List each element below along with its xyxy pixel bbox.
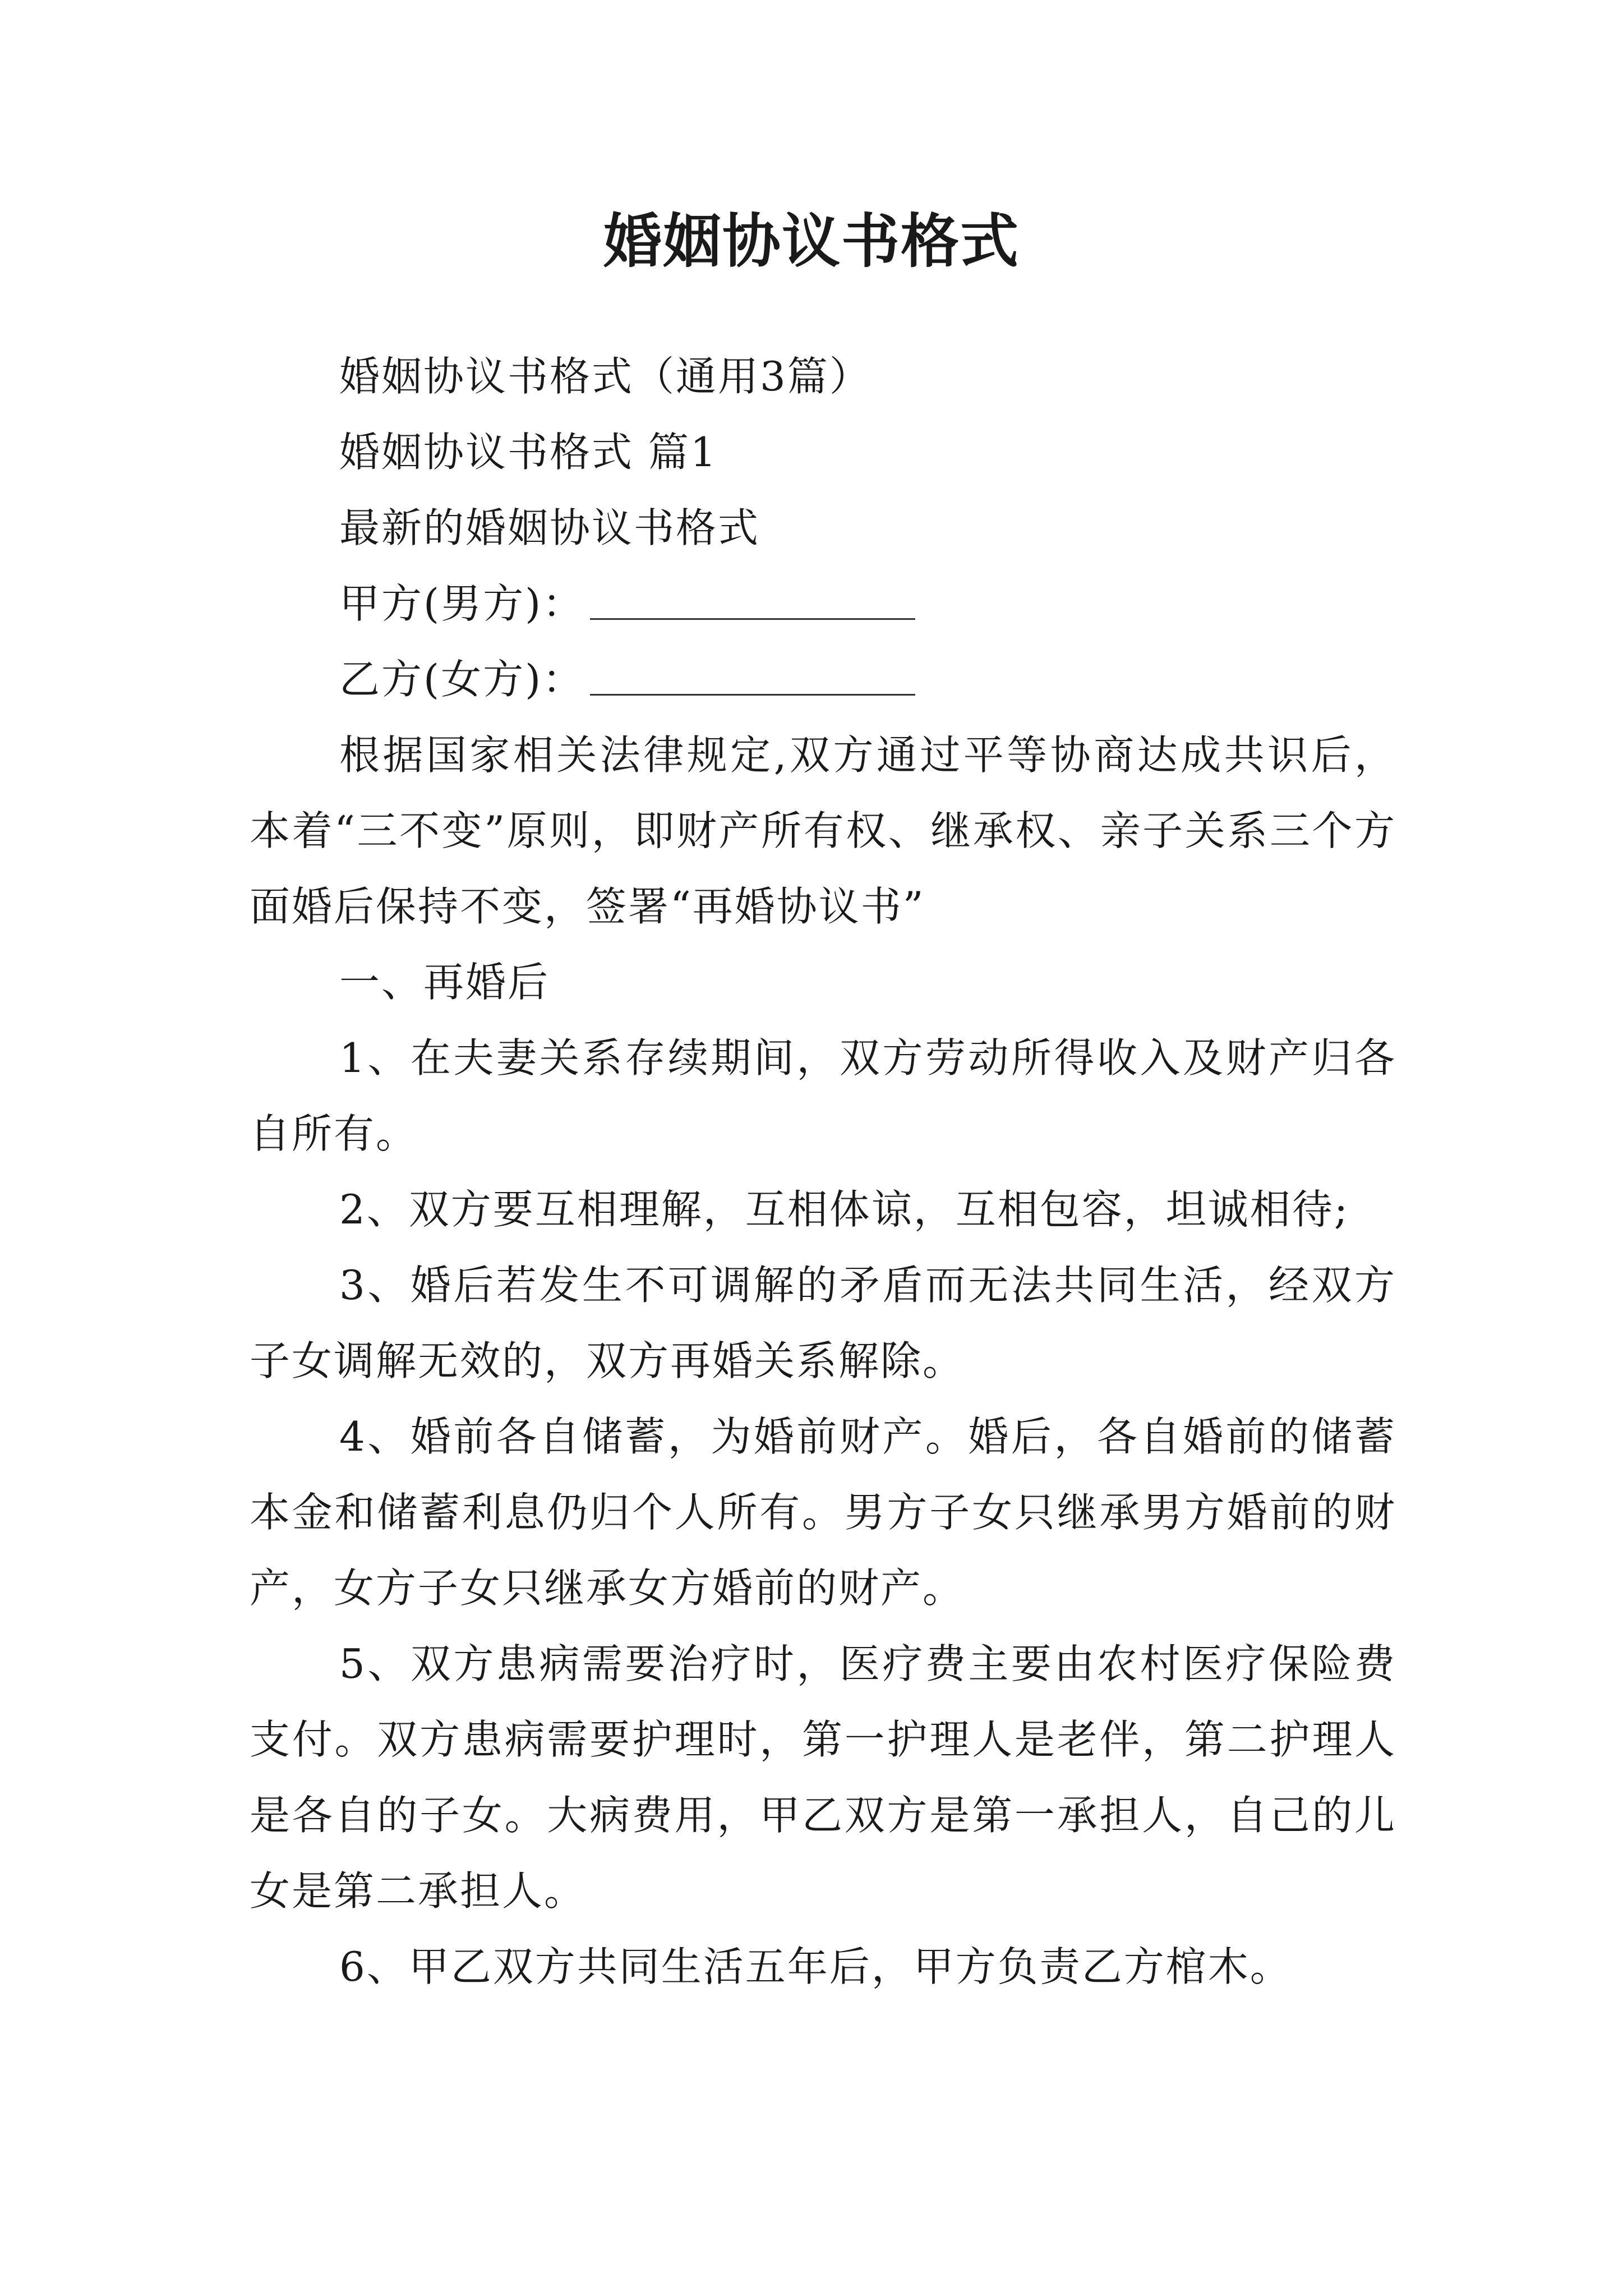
paragraph-preamble: 根据国家相关法律规定,双方通过平等协商达成共识后，本着“三不变”原则，即财产所有权、继承权、亲子关系三个方面婚后保持不变，签署“再婚协议书” — [250, 731, 1396, 930]
paragraph-subtitle: 婚姻协议书格式（通用3篇） — [339, 353, 872, 400]
clause-4: 4、婚前各自储蓄，为婚前财产。婚后，各自婚前的储蓄本金和储蓄利息仍归个人所有。男方子女只继承男方婚前的财产，女方子女只继承女方婚前的财产。 — [250, 1413, 1396, 1612]
clause-1: 1、在夫妻关系存续期间，双方劳动所得收入及财产归各自所有。 — [250, 1034, 1396, 1157]
paragraph-heading: 最新的婚姻协议书格式 — [339, 504, 760, 551]
party-a-blank-field — [590, 585, 915, 620]
party-a-label: 甲方(男方)： — [339, 580, 585, 627]
clause-5: 5、双方患病需要治疗时，医疗费主要由农村医疗保险费支付。双方患病需要护理时，第一护理人是老伴，第二护理人是各自的子女。大病费用，甲乙双方是第一承担人，自己的儿女是第二承担人。 — [250, 1640, 1396, 1915]
paragraph-section-one: 一、再婚后 — [339, 959, 550, 1006]
document-body — [250, 339, 1396, 2005]
paragraph-section-heading: 婚姻协议书格式 篇1 — [339, 429, 718, 476]
clause-3: 3、婚后若发生不可调解的矛盾而无法共同生活，经双方子女调解无效的，双方再婚关系解除。 — [250, 1262, 1396, 1384]
party-a-line — [250, 566, 1396, 642]
clause-2: 2、双方要互相理解，互相体谅，互相包容，坦诚相待; — [339, 1186, 1350, 1233]
party-b-blank-field — [590, 660, 915, 696]
party-b-label: 乙方(女方)： — [339, 656, 585, 703]
party-b-line — [250, 642, 1396, 717]
document-title: 婚姻协议书格式 — [603, 206, 1020, 275]
clause-6: 6、甲乙双方共同生活五年后，甲方负责乙方棺木。 — [339, 1943, 1292, 1990]
